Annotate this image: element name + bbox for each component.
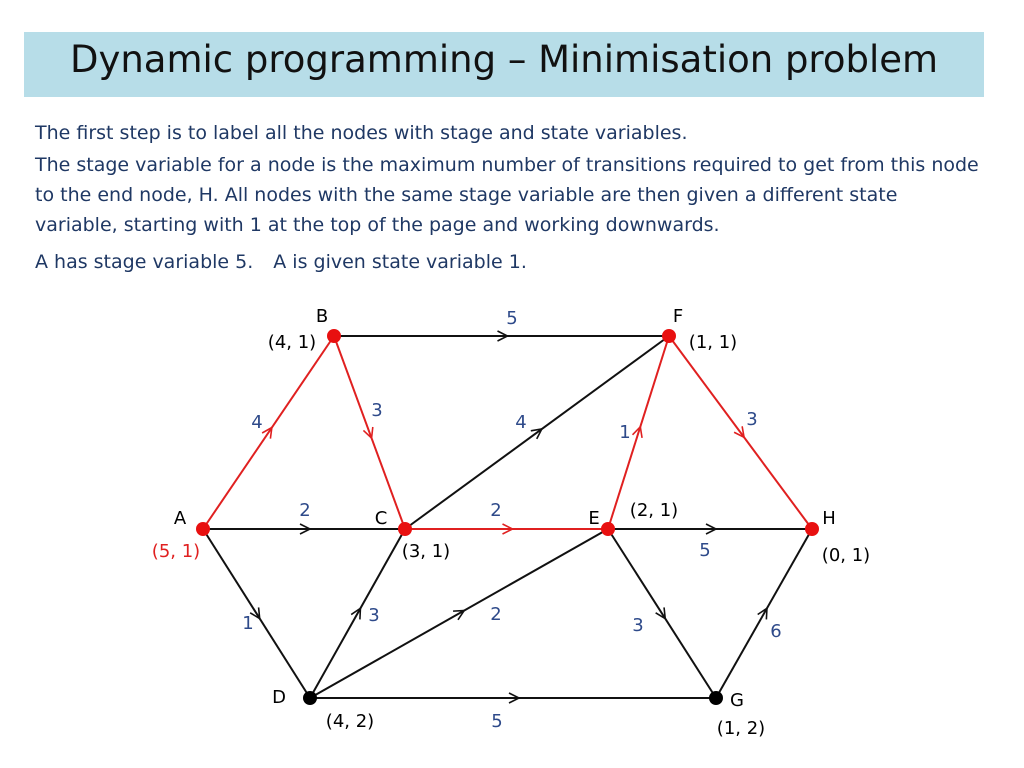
node-g: [709, 691, 723, 705]
edge-weight-e-f: 1: [619, 422, 631, 443]
node-label-a: A: [173, 508, 187, 529]
node-c: [398, 522, 412, 536]
intro-paragraph: The first step is to label all the nodes with stage and state variables.: [35, 122, 688, 144]
edge-weight-d-g: 5: [491, 711, 503, 732]
edge-weight-a-b: 4: [251, 412, 263, 433]
edge-weight-f-h: 3: [746, 409, 758, 430]
edge-weight-a-d: 1: [242, 613, 254, 634]
edge-weight-b-c: 3: [371, 400, 383, 421]
node-label-g: G: [730, 690, 744, 711]
node-b: [327, 329, 341, 343]
node-tag-e: (2, 1): [629, 500, 679, 521]
node-label-f: F: [672, 306, 684, 327]
edge-a-d: [203, 529, 310, 698]
page-title: Dynamic programming – Minimisation problem: [69, 38, 939, 81]
edge-weight-a-c: 2: [299, 500, 311, 521]
edge-d-e: [310, 529, 608, 698]
node-label-h: H: [822, 508, 836, 529]
node-tag-c: (3, 1): [401, 541, 451, 562]
node-tag-f: (1, 1): [688, 332, 738, 353]
edge-weight-c-e: 2: [490, 500, 502, 521]
node-label-c: C: [374, 508, 388, 529]
arrowhead-e-g: [656, 607, 666, 618]
edge-weight-e-g: 3: [632, 615, 644, 636]
node-tag-h: (0, 1): [821, 545, 871, 566]
node-e: [601, 522, 615, 536]
node-f: [662, 329, 676, 343]
nodes-layer: [196, 329, 819, 705]
edges-layer: [203, 331, 812, 703]
edge-b-c: [334, 336, 405, 529]
node-tag-b: (4, 1): [267, 332, 317, 353]
stage-variable-paragraph: The stage variable for a node is the maximum number of transitions required to get from this node to the end node, H. All nodes with the same stage variable are then given a different state variable, starting with 1 at the top of the page and working downwards.: [35, 154, 979, 236]
node-tag-d: (4, 2): [325, 711, 375, 732]
node-a-stage-text: A has stage variable 5.: [35, 251, 254, 273]
node-d: [303, 691, 317, 705]
edge-weight-d-e: 2: [490, 604, 502, 625]
edge-weight-d-c: 3: [368, 605, 380, 626]
node-a: [196, 522, 210, 536]
edge-weight-g-h: 6: [770, 621, 782, 642]
node-label-e: E: [588, 508, 600, 529]
node-tag-a: (5, 1): [151, 541, 201, 562]
edge-a-b: [203, 336, 334, 529]
edge-d-c: [310, 529, 405, 698]
node-label-b: B: [315, 306, 329, 327]
edge-g-h: [716, 529, 812, 698]
node-h: [805, 522, 819, 536]
node-a-state-text: A is given state variable 1.: [273, 251, 527, 273]
labels-layer: [152, 306, 870, 739]
node-label-d: D: [272, 687, 286, 708]
edge-weight-c-f: 4: [515, 412, 527, 433]
edge-weight-b-f: 5: [506, 308, 518, 329]
edge-weight-e-h: 5: [699, 540, 711, 561]
edge-f-h: [669, 336, 812, 529]
node-tag-g: (1, 2): [716, 718, 766, 739]
